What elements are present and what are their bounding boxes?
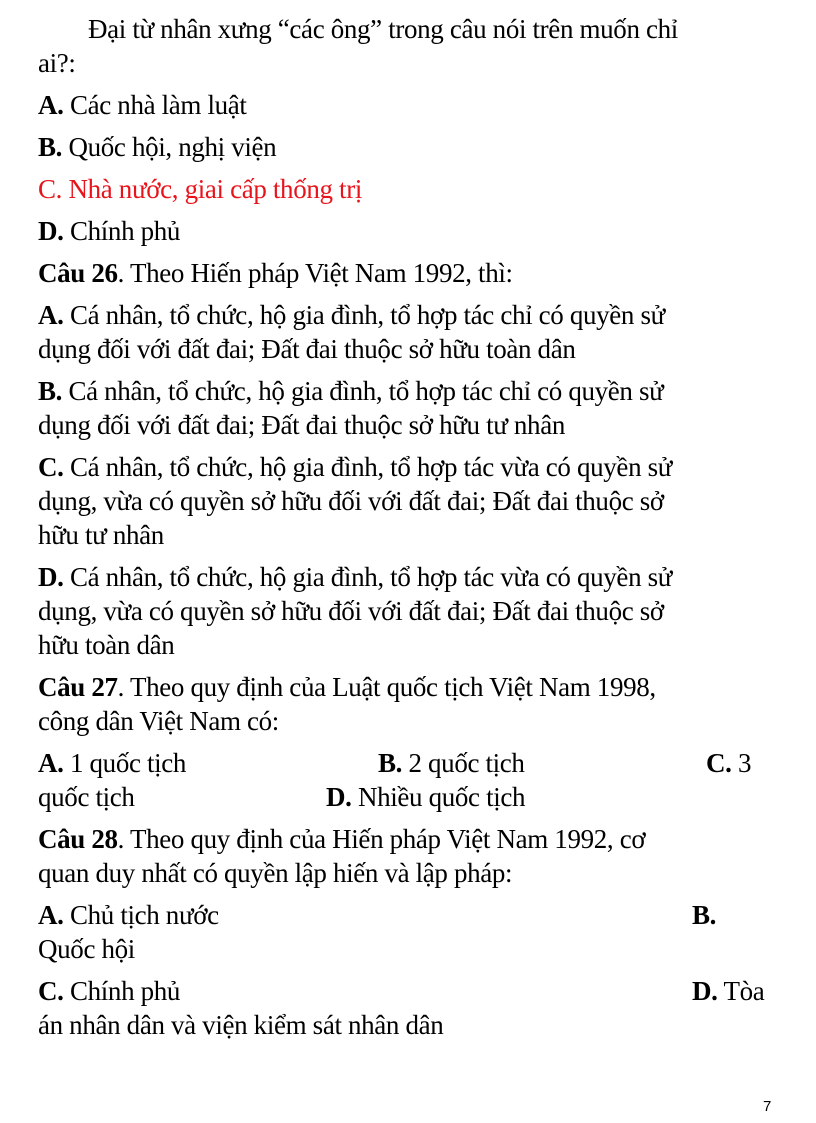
q25-stem-line2: ai?: bbox=[38, 48, 76, 78]
q28-option-d: D. Tòa bbox=[692, 976, 765, 1006]
q25-option-c-correct: C. Nhà nước, giai cấp thống trị bbox=[38, 174, 362, 204]
q26-option-d: D. Cá nhân, tổ chức, hộ gia đình, tổ hợp tác vừa có quyền sử dụng, vừa có quyền sở hữu đối với đất đai; Đất đai thuộc sở hữu toàn dân bbox=[38, 562, 673, 660]
q25-stem bbox=[38, 12, 780, 80]
q25-option-a: A. Các nhà làm luật bbox=[38, 90, 247, 120]
q26-stem: Câu 26. Theo Hiến pháp Việt Nam 1992, thì: bbox=[38, 258, 513, 288]
q27-option-b: B. 2 quốc tịch bbox=[378, 748, 525, 778]
q26-option-b: B. Cá nhân, tổ chức, hộ gia đình, tổ hợp tác chỉ có quyền sử dụng đối với đất đai; Đất đai thuộc sở hữu tư nhân bbox=[38, 376, 664, 440]
q28-option-a: A. Chủ tịch nước bbox=[38, 900, 219, 930]
q27-stem: Câu 27. Theo quy định của Luật quốc tịch Việt Nam 1998, công dân Việt Nam có: bbox=[38, 672, 656, 736]
q27-option-d: D. Nhiều quốc tịch bbox=[326, 782, 526, 812]
q28-option-c: C. Chính phủ bbox=[38, 976, 181, 1006]
q26-option-a: A. Cá nhân, tổ chức, hộ gia đình, tổ hợp tác chỉ có quyền sử dụng đối với đất đai; Đất đai thuộc sở hữu toàn dân bbox=[38, 300, 665, 364]
q28-option-b-wrap: Quốc hội bbox=[38, 934, 135, 964]
q27-option-c: C. 3 bbox=[706, 748, 752, 778]
q27-option-a: A. 1 quốc tịch bbox=[38, 748, 187, 778]
q25-option-b: B. Quốc hội, nghị viện bbox=[38, 132, 277, 162]
q28-option-b: B. bbox=[692, 900, 717, 930]
q28-stem: Câu 28. Theo quy định của Hiến pháp Việt Nam 1992, cơ quan duy nhất có quyền lập hiến và lập pháp: bbox=[38, 824, 646, 888]
document-page bbox=[38, 12, 780, 1050]
q27-option-c-wrap: quốc tịch bbox=[38, 782, 135, 812]
q28-options-cd bbox=[38, 974, 780, 1042]
q28-options-ab bbox=[38, 898, 780, 966]
q28-option-d-wrap: án nhân dân và viện kiểm sát nhân dân bbox=[38, 1010, 444, 1040]
q25-stem-line1: Đại từ nhân xưng “các ông” trong câu nói trên muốn chỉ bbox=[88, 14, 678, 44]
q26-option-c: C. Cá nhân, tổ chức, hộ gia đình, tổ hợp tác vừa có quyền sử dụng, vừa có quyền sở hữu đối với đất đai; Đất đai thuộc sở hữu tư nhân bbox=[38, 452, 673, 550]
page-number: 7 bbox=[763, 1098, 772, 1115]
q25-option-d: D. Chính phủ bbox=[38, 216, 181, 246]
q27-options bbox=[38, 746, 780, 814]
